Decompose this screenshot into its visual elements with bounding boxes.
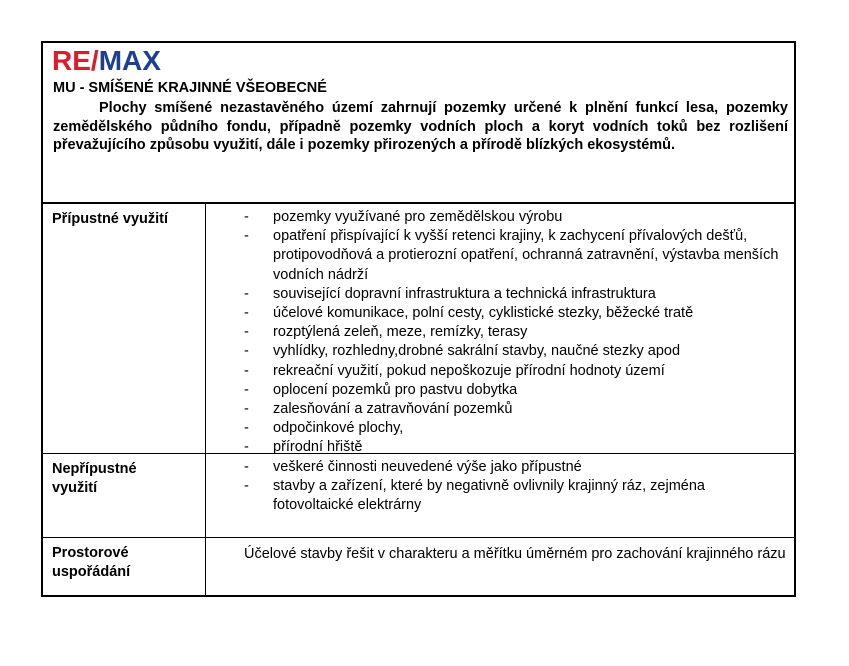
list-item: - rekreační využití, pokud nepoškozuje přírodní hodnoty území bbox=[244, 362, 665, 379]
row-prohibited-use bbox=[43, 454, 794, 538]
spatial-arrangement-text: Účelové stavby řešit v charakteru a měřítku úměrném pro zachování krajinného rázu bbox=[244, 546, 786, 562]
row-label: Nepřípustné využití bbox=[52, 461, 137, 496]
zone-title: MU - SMÍŠENÉ KRAJINNÉ VŠEOBECNÉ bbox=[53, 80, 327, 96]
row-label: Prostorové uspořádání bbox=[52, 545, 131, 580]
row-label: Přípustné využití bbox=[52, 211, 169, 227]
row-spatial-arrangement bbox=[43, 538, 794, 595]
prohibited-use-list bbox=[244, 458, 784, 516]
row-permitted-use bbox=[43, 204, 794, 454]
list-item: - účelové komunikace, polní cesty, cyklistické stezky, běžecké tratě bbox=[244, 305, 694, 322]
table-header bbox=[43, 43, 794, 204]
list-item: - oplocení pozemků pro pastvu dobytka bbox=[244, 381, 518, 398]
remax-logo: RE/MAX bbox=[52, 45, 161, 76]
list-item: - odpočinkové plochy, bbox=[244, 420, 404, 437]
list-item: - zalesňování a zatravňování pozemků bbox=[244, 401, 513, 418]
regulation-table bbox=[41, 41, 796, 597]
list-item: - související dopravní infrastruktura a technická infrastruktura bbox=[244, 285, 656, 302]
zone-description: Plochy smíšené nezastavěného území zahrnují pozemky určené k plnění funkcí lesa, pozemky zemědělského půdního fondu, případně pozemky vodních ploch a koryt vodních toků bez rozlišení převažujícího způsobu využití, dále i pozemky přirozených a přírodě blízkých ekosystémů. bbox=[53, 100, 788, 153]
list-item: - pozemky využívané pro zemědělskou výrobu bbox=[244, 209, 563, 225]
permitted-use-list bbox=[244, 208, 784, 458]
list-item: - rozptýlená zeleň, meze, remízky, terasy bbox=[244, 324, 528, 341]
list-item: - veškeré činnosti neuvedené výše jako přípustné bbox=[244, 459, 582, 475]
list-item: - stavby a zařízení, které by negativně ovlivnily krajinný ráz, zejména fotovoltaické elektrárny bbox=[244, 478, 705, 514]
list-item: - vyhlídky, rozhledny,drobné sakrální stavby, naučné stezky apod bbox=[244, 343, 681, 360]
list-item: - opatření přispívající k vyšší retenci krajiny, k zachycení přívalových dešťů, protipovodňová a protierozní opatření, ochranná zatravnění, výstavba menších vodních nádrží bbox=[244, 228, 779, 283]
list-item: - přírodní hřiště bbox=[244, 439, 363, 456]
